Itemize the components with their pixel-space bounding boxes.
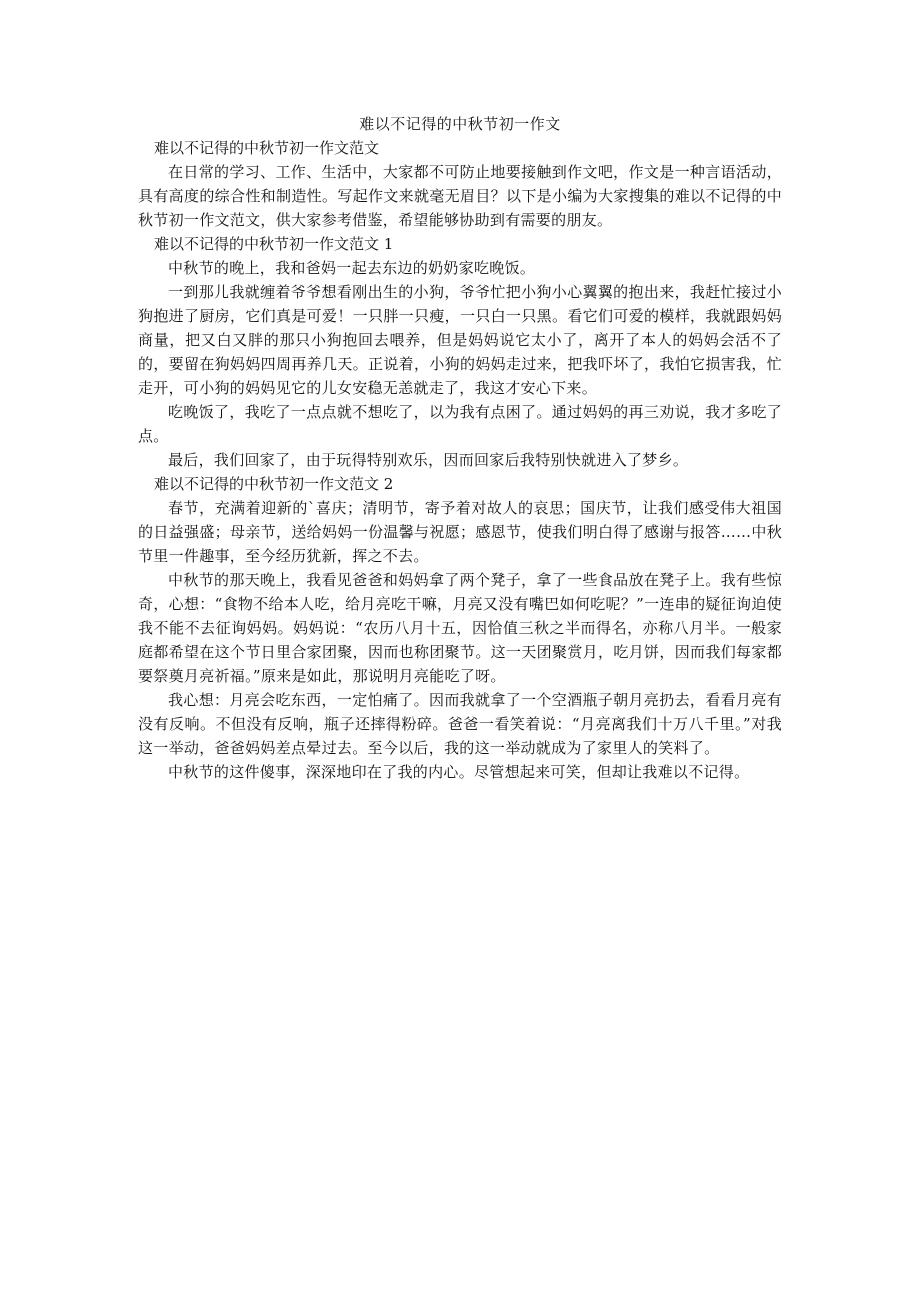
section-heading-essay-2: 难以不记得的中秋节初一作文范文 2: [154, 475, 394, 493]
paragraph-intro: 在日常的学习、工作、生活中，大家都不可防止地要接触到作文吧，作文是一种言语活动，具有高度的综合性和制造性。写起作文来就毫无眉目？以下是小编为大家搜集的难以不记得的中秋节初一作文范文，供大家参考借鉴，希望能够协助到有需要的朋友。: [138, 163, 782, 229]
section-heading-intro: 难以不记得的中秋节初一作文范文: [154, 139, 380, 157]
paragraph: 我心想：月亮会吃东西，一定怕痛了。因而我就拿了一个空酒瓶子朝月亮扔去，看看月亮有没有反响。不但没有反响，瓶子还摔得粉碎。爸爸一看笑着说：“月亮离我们十万八千里。”对我这一举动，爸爸妈妈差点晕过去。至今以后，我的这一举动就成为了家里人的笑料了。: [138, 691, 782, 757]
paragraph: 吃晚饭了，我吃了一点点就不想吃了，以为我有点困了。通过妈妈的再三劝说，我才多吃了点。: [138, 403, 782, 445]
paragraph: 中秋节的那天晚上，我看见爸爸和妈妈拿了两个凳子，拿了一些食品放在凳子上。我有些惊奇，心想：“食物不给本人吃，给月亮吃干嘛，月亮又没有嘴巴如何吃呢？”一连串的疑征询迫使我不能不去征询妈妈。妈妈说：“农历八月十五，因恰值三秋之半而得名，亦称八月半。一般家庭都希望在这个节日里合家团聚，因而也称团聚节。这一天团聚赏月，吃月饼，因而我们每家都要祭奠月亮祈福。”原来是如此，那说明月亮能吃了呀。: [138, 571, 782, 685]
paragraph: 春节，充满着迎新的`喜庆；清明节，寄予着对故人的哀思；国庆节，让我们感受伟大祖国的日益强盛；母亲节，送给妈妈一份温馨与祝愿；感恩节，使我们明白得了感谢与报答……中秋节里一件趣事，至今经历犹新，挥之不去。: [138, 499, 782, 565]
paragraph: 中秋节的晚上，我和爸妈一起去东边的奶奶家吃晚饭。: [168, 259, 536, 277]
document-title: 难以不记得的中秋节初一作文: [359, 115, 561, 133]
paragraph: 中秋节的这件傻事，深深地印在了我的内心。尽管想起来可笑，但却让我难以不记得。: [168, 763, 750, 781]
section-heading-essay-1: 难以不记得的中秋节初一作文范文 1: [154, 235, 394, 253]
document-content: [138, 112, 782, 784]
paragraph: 最后，我们回家了，由于玩得特别欢乐，因而回家后我特别快就进入了梦乡。: [168, 451, 689, 469]
paragraph: 一到那儿我就缠着爷爷想看刚出生的小狗，爷爷忙把小狗小心翼翼的抱出来，我赶忙接过小狗抱进了厨房，它们真是可爱！一只胖一只瘦，一只白一只黑。看它们可爱的模样，我就跟妈妈商量，把又白又胖的那只小狗抱回去喂养，但是妈妈说它太小了，离开了本人的妈妈会活不了的，要留在狗妈妈四周再养几天。正说着，小狗的妈妈走过来，把我吓坏了，我怕它损害我，忙走开，可小狗的妈妈见它的儿女安稳无恙就走了，我这才安心下来。: [138, 283, 782, 397]
